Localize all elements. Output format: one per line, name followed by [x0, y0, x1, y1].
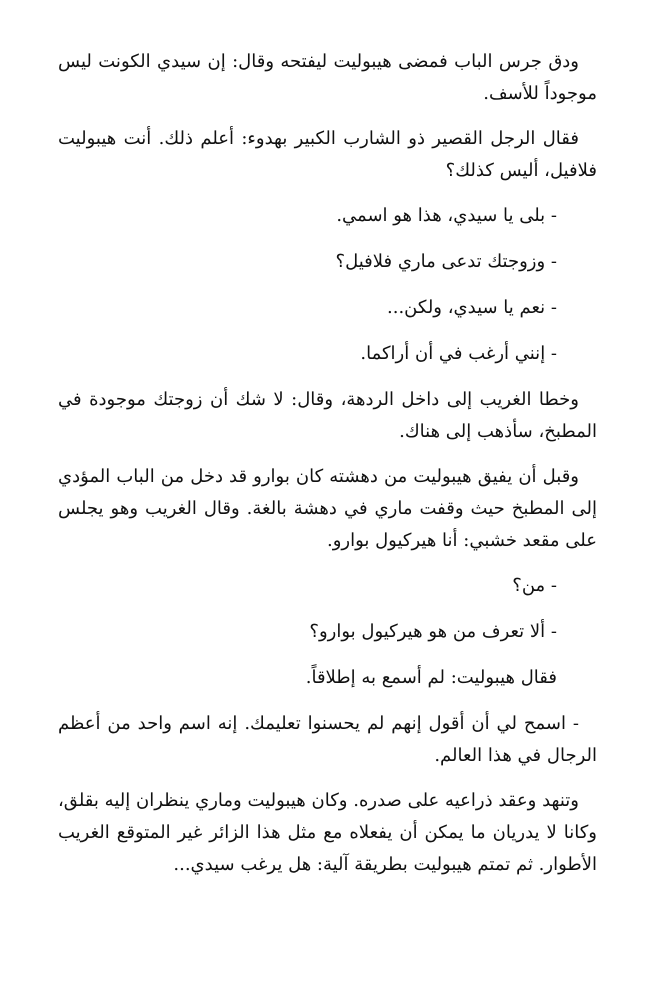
paragraph-kitchen: وقبل أن يفيق هيبوليت من دهشته كان بوارو قد دخل من الباب المؤدي إلى المطبخ حيث وقفت ماري في دهشة بالغة. وقال الغريب وهو يجلس على مقعد خشبي: أنا هيركيول بوارو. — [58, 466, 597, 551]
dialog-line-name: - بلى يا سيدي، هذا هو اسمي. — [336, 205, 557, 226]
dialog-line-see-you: - إنني أرغب في أن أراكما. — [360, 343, 557, 364]
paragraph-short-man: فقال الرجل القصير ذو الشارب الكبير بهدوء: أعلم ذلك. أنت هيبوليت فلافيل، أليس كذلك؟ — [58, 128, 597, 181]
paragraph-sigh: وتنهد وعقد ذراعيه على صدره. وكان هيبوليت وماري ينظران إليه بقلق، وكانا لا يدريان ما يمكن أن يفعلاه مع مثل هذا الزائر غير المتوقع الغريب الأطوار. ثم تمتم هيبوليت بطريقة آلية: هل يرغب سيدي... — [58, 790, 597, 875]
dialog-line-dont-know: - ألا تعرف من هو هيركيول بوارو؟ — [309, 621, 557, 642]
dialog-line-who: - من؟ — [512, 575, 557, 596]
paragraph-doorbell: ودق جرس الباب فمضى هيبوليت ليفتحه وقال: إن سيدي الكونت ليس موجوداً للأسف. — [58, 51, 597, 104]
paragraph-stranger-enters: وخطا الغريب إلى داخل الردهة، وقال: لا شك أن زوجتك موجودة في المطبخ، سأذهب إلى هناك. — [58, 389, 597, 442]
paragraph-education: - اسمح لي أن أقول إنهم لم يحسنوا تعليمك. إنه اسم واحد من أعظم الرجال في هذا العالم. — [58, 713, 597, 766]
dialog-line-yes: - نعم يا سيدي، ولكن... — [387, 297, 557, 318]
dialog-line-wife: - وزوجتك تدعى ماري فلافيل؟ — [335, 251, 557, 272]
book-page — [58, 46, 597, 1000]
dialog-line-never-heard: فقال هيبوليت: لم أسمع به إطلاقاً. — [305, 667, 557, 688]
